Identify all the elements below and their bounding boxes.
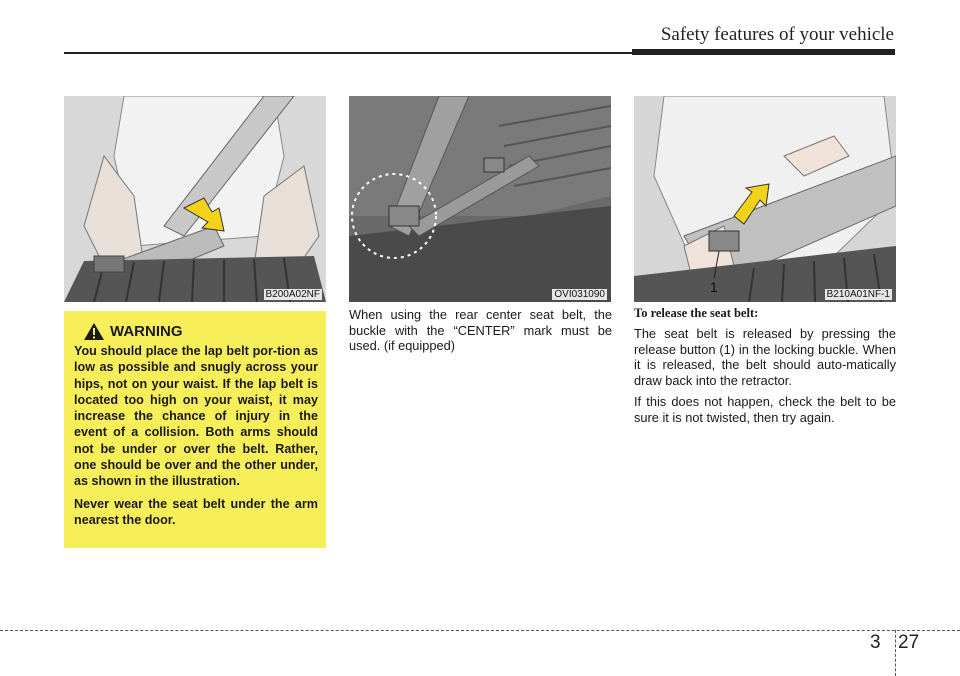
callout-number: 1 [710,279,718,295]
chapter-number: 3 [870,632,881,653]
warning-triangle-icon [84,323,104,340]
release-section [634,306,896,431]
rear-center-seat-belt-photo [349,96,611,302]
release-paragraph: If this does not happen, check the belt to be sure it is not twisted, then try again. [634,394,896,425]
section-heading: To release the seat belt: [634,306,759,320]
warning-title: WARNING [110,323,183,340]
footer-rule [0,630,960,631]
lap-belt-illustration [64,96,326,302]
warning-box [64,311,326,548]
release-paragraph: The seat belt is released by pressing the release button (1) in the locking buckle. When it is released, the belt should auto-matically draw back into the retractor. [634,326,896,388]
warning-header [84,323,318,340]
warning-paragraph: Never wear the seat belt under the arm nearest the door. [74,496,318,527]
warning-paragraph: You should place the lap belt por-tion as low as possible and snugly across your hips, not on your waist. If the lap belt is located too high on your waist, it may increase the chance of injury in the event of a collision. Both arms should not be under or over the belt. Rather, one should be over and the other under, as shown in the illustration. [74,344,318,489]
center-belt-instruction: When using the rear center seat belt, the buckle with the “CENTER” mark must be used. (if equipped) [349,307,612,353]
header-rule-bold [632,49,895,55]
header-rule [64,52,632,54]
figure-code: B210A01NF-1 [826,289,890,300]
seat-belt-release-illustration [634,96,896,302]
page-number: 27 [898,632,920,653]
figure-code: B200A02NF [265,289,320,300]
figure-code: OVI031090 [554,289,605,300]
footer-divider [895,630,896,676]
page-header-title: Safety features of your vehicle [660,24,894,45]
